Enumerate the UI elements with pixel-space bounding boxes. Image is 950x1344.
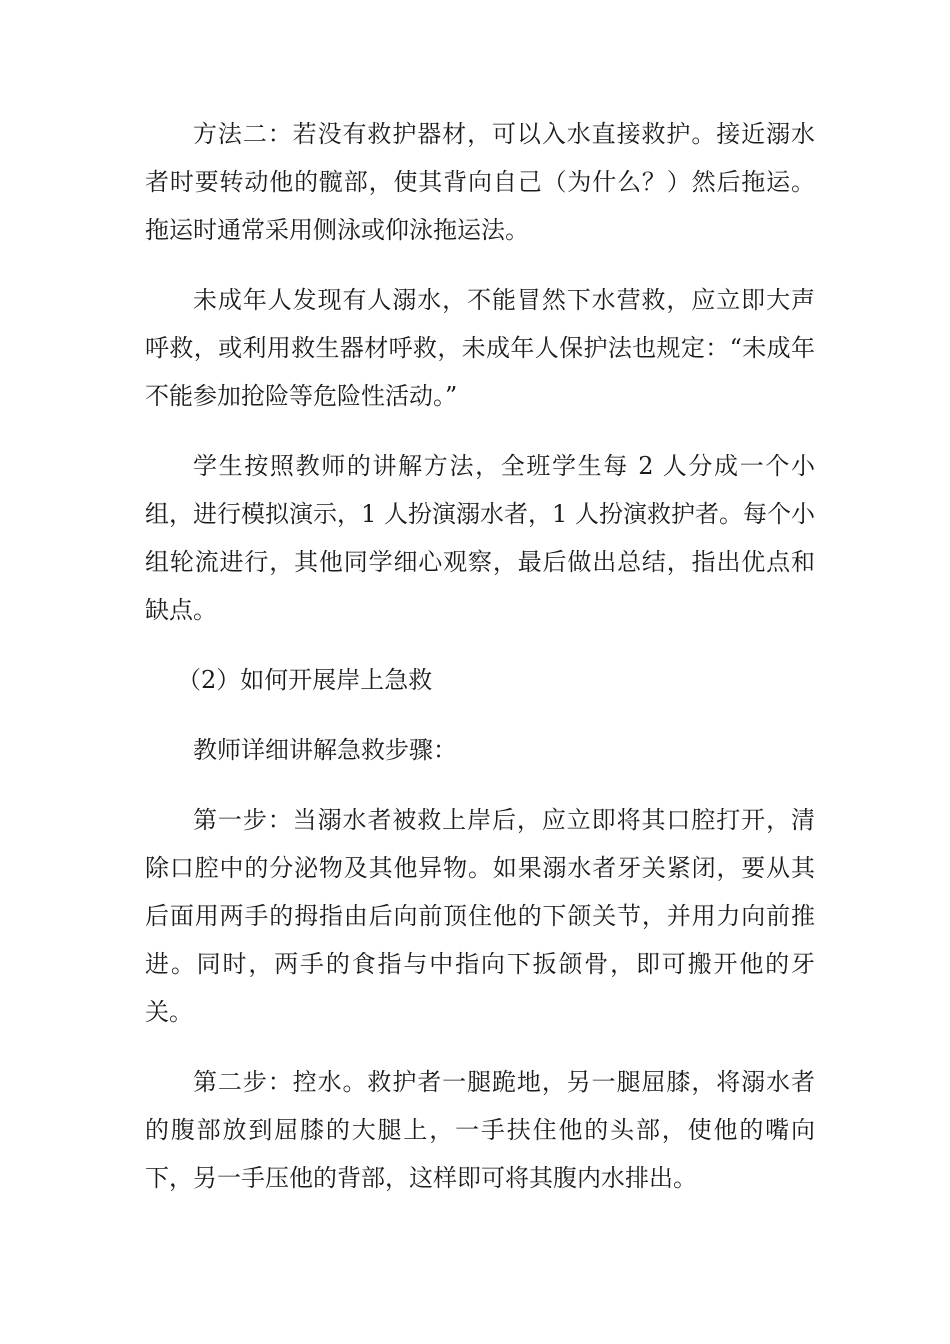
document-body	[145, 110, 815, 1224]
paragraph-group-practice: 学生按照教师的讲解方法，全班学生每 2 人分成一个小组，进行模拟演示，1 人扮演溺水者，1 人扮演救护者。每个小组轮流进行，其他同学细心观察，最后做出总结，指出优点和缺点。	[145, 452, 815, 624]
paragraph-step-one: 第一步：当溺水者被救上岸后，应立即将其口腔打开，清除口腔中的分泌物及其他异物。如果溺水者牙关紧闭，要从其后面用两手的拇指由后向前顶住他的下颌关节，并用力向前推进。同时，两手的食指与中指向下扳颌骨，即可搬开他的牙关。	[145, 806, 815, 1026]
paragraph-method-two: 方法二：若没有救护器材，可以入水直接救护。接近溺水者时要转动他的髋部，使其背向自己（为什么？）然后拖运。拖运时通常采用侧泳或仰泳拖运法。	[145, 120, 815, 244]
paragraph-step-two: 第二步：控水。救护者一腿跪地，另一腿屈膝，将溺水者的腹部放到屈膝的大腿上，一手扶住他的头部，使他的嘴向下，另一手压他的背部，这样即可将其腹内水排出。	[145, 1068, 815, 1192]
paragraph-steps-intro: 教师详细讲解急救步骤：	[193, 736, 457, 764]
paragraph-minor-warning: 未成年人发现有人溺水，不能冒然下水营救，应立即大声呼救，或利用救生器材呼救，未成年人保护法也规定：“未成年不能参加抢险等危险性活动。”	[145, 286, 815, 410]
section-heading-shore-first-aid: （2）如何开展岸上急救	[177, 666, 433, 694]
